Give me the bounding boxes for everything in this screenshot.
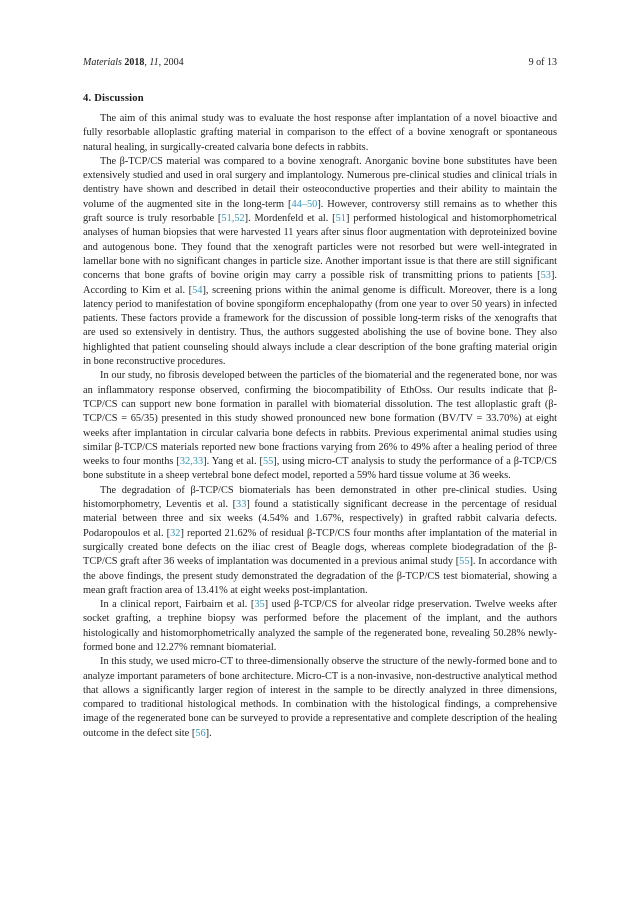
- text-segment: ]. According to Kim et al. [: [83, 270, 557, 296]
- text-segment: ].: [205, 727, 212, 739]
- paragraph-5: [83, 598, 557, 655]
- citation-link[interactable]: 55: [262, 456, 274, 468]
- text-segment: In this study, we used micro-CT to three-dimensionally observe the structure of the newly-formed bone and to analyze important parameters of bone architecture. Micro-CT is a non-invasive, non-destructive analytical method that allows a significantly larger region of interest in the sample to be directly analyzed in three dimensions, compared to traditional histological methods. In combination with the histological findings, a comprehensive image of the regenerated bone can be surveyed to provide a representative and complete description of the healing outcome in the defect site [: [83, 656, 557, 739]
- body-text-column: [83, 112, 557, 741]
- citation-link[interactable]: 54: [192, 284, 203, 296]
- text-segment: ]. However, controversy still remains as to whether this graft source is truly resorbable [: [83, 198, 557, 225]
- page-header: [83, 57, 557, 69]
- citation-link[interactable]: 32: [170, 527, 181, 539]
- text-segment: ] performed histological and histomorphometrical analyses of human biopsies that were harvested 11 years after sinus floor augmentation with deproteinized bovine and autogenous bone. They found that the xenograft particles were not resorbed but were well-integrated in lamellar bone with no significant changes in particle size. Another important issue is that there are still significant concerns that bone grafts of bovine origin may carry a possible risk of transmitting prions to patients [: [83, 213, 557, 282]
- citation-link[interactable]: 51,52: [221, 213, 245, 225]
- citation-link[interactable]: 35: [254, 599, 265, 611]
- text-segment: The β-TCP/CS material was compared to a bovine xenograft. Anorganic bovine bone substitutes have been extensively studied and used in oral surgery and implantology. Numerous pre-clinical studies and clinical trials in dentistry have shown and described in detail their osteoconductive properties and their ability to maintain the volume of the augmented site in the long-term [: [83, 155, 557, 210]
- text-segment: ] used β-TCP/CS for alveolar ridge preservation. Twelve weeks after socket grafting, a trephine biopsy was performed before the placement of the implant, and the authors histologically and histomorphometrically analyzed the sample of the regenerated bone, revealing 50.28% newly-formed bone and 12.27% remnant biomaterial.: [83, 599, 557, 653]
- citation-link[interactable]: 55: [459, 556, 470, 568]
- text-segment: ] found a statistically significant decrease in the percentage of residual material between three and six weeks (4.54% and 1.67%, respectively) in grafted rabbit calvaria defects. Podaropoulos et al. [: [83, 499, 557, 539]
- text-segment: ], screening prions within the animal genome is difficult. Moreover, there is a long latency period to manifestation of bovine spongiform encephalopathy (from one year to over 50 years) in infected patients. These factors provide a framework for the discussion of possible long-term risks of the xenografts that are used so extensively in dentistry. Thus, the authors suggested abolishing the use of bovine bone. They also highlighted that patient counseling should always include a clear description of the bone grafting material origin in bone reconstructive procedures.: [83, 284, 557, 368]
- paragraph-1: [83, 112, 557, 155]
- citation-link[interactable]: 53: [540, 270, 551, 282]
- citation-link[interactable]: 56: [195, 727, 206, 739]
- citation-link[interactable]: 44–50: [291, 198, 318, 210]
- text-segment: , 2004: [158, 57, 184, 68]
- text-segment: The aim of this animal study was to evaluate the host response after implantation of a novel bioactive and fully resorbable alloplastic grafting material in comparison to the effect of a bovine xenograft or spontaneous natural healing, in surgically-created calvaria bone defects in rabbits.: [83, 113, 557, 153]
- citation-link[interactable]: 32,33: [179, 456, 204, 468]
- text-segment: Materials: [83, 57, 125, 68]
- text-segment: ]. Yang et al. [: [203, 456, 263, 468]
- text-segment: In a clinical report, Fairbairn et al. [: [100, 599, 255, 611]
- section-heading: 4. Discussion: [83, 93, 144, 104]
- text-segment: The degradation of β-TCP/CS biomaterials has been demonstrated in other pre-clinical studies. Using histomorphometry, Leventis et al. [: [83, 484, 557, 511]
- text-segment: 2018: [124, 57, 145, 68]
- text-segment: ,: [144, 57, 150, 68]
- citation-link[interactable]: 33: [236, 499, 247, 511]
- paragraph-3: [83, 369, 557, 483]
- text-segment: ] reported 21.62% of residual β-TCP/CS four months after implantation of the material in surgically created bone defects on the iliac crest of Beagle dogs, whereas complete biodegradation of the β-TCP/CS graft after 36 weeks of implantation was documented in a previous animal study [: [83, 527, 557, 568]
- text-segment: 11: [149, 57, 159, 68]
- journal-running-head: [83, 57, 184, 69]
- paragraph-4: [83, 484, 557, 598]
- citation-link[interactable]: 51: [335, 213, 346, 225]
- text-segment: ]. In accordance with the above findings, the present study demonstrated the degradation of the β-TCP/CS test biomaterial, showing a mean graft fraction area of 13.41% at eight weeks post-implantation.: [83, 556, 557, 596]
- paragraph-2: [83, 155, 557, 369]
- page-number-indicator: 9 of 13: [528, 57, 557, 68]
- text-segment: ]. Mordenfeld et al. [: [244, 213, 336, 225]
- text-segment: In our study, no fibrosis developed between the particles of the biomaterial and the regenerated bone, nor was an inflammatory response observed, confirming the biocompatibility of EthOss. Our results indicate that β-TCP/CS can support new bone formation in parallel with biomaterial dissolution. The test alloplastic graft (β-TCP/CS = 65/35) presented in this study showed pronounced new bone formation (BV/TV = 33.70%) at eight weeks after implantation in circular calvaria bone defects in rabbits. Previous experimental animal studies using similar β-TCP/CS materials reported new bone fractions varying from 26% to 49% after a healing period of three weeks to four months [: [83, 370, 557, 468]
- text-segment: ], using micro-CT analysis to study the performance of a β-TCP/CS bone substitute in a sheep vertebral bone defect model, reported a 59% hard tissue volume at 36 weeks.: [83, 456, 557, 482]
- paragraph-6: [83, 655, 557, 741]
